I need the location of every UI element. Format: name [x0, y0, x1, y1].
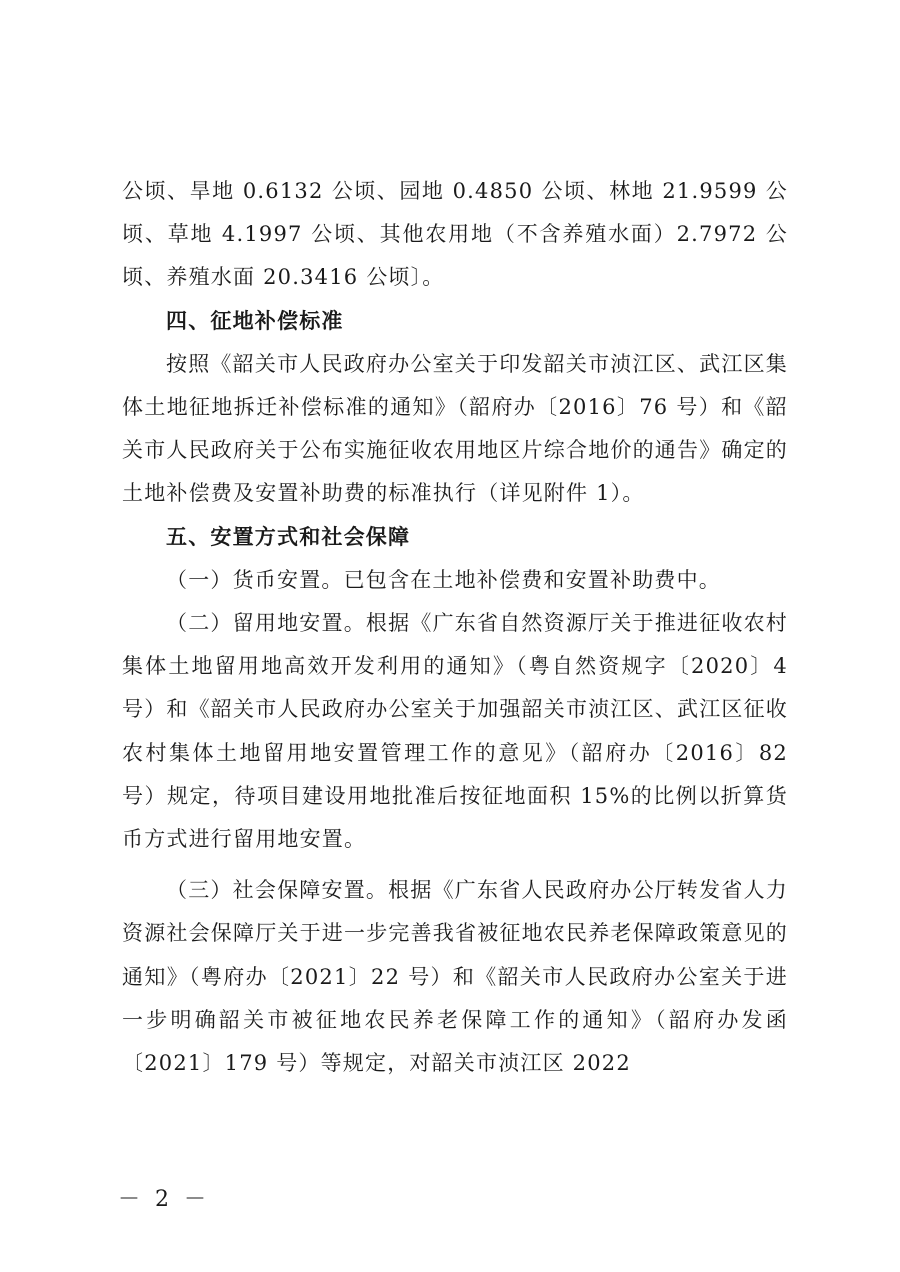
- section-4-heading: 四、征地补偿标准: [166, 308, 344, 333]
- paragraph-spacer: [122, 861, 788, 869]
- continuation-paragraph: 公顷、旱地 0.6132 公顷、园地 0.4850 公顷、林地 21.9599 公顷、草地 4.1997 公顷、其他农用地（不含养殖水面）2.7972 公顷、养殖水面 20.3416 公顷〕。: [122, 179, 788, 290]
- section-5-heading: 五、安置方式和社会保障: [166, 524, 411, 549]
- section-5-item-2: （二）留用地安置。根据《广东省自然资源厅关于推进征收农村集体土地留用地高效开发利用的通知》（粤自然资规字〔2020〕4 号）和《韶关市人民政府办公室关于加强韶关市浈江区、武江区征收农村集体土地留用地安置管理工作的意见》（韶府办〔2016〕82 号）规定，待项目建设用地批准后按征地面积 15%的比例以折算货币方式进行留用地安置。: [122, 611, 788, 852]
- section-5-item-3: （三）社会保障安置。根据《广东省人民政府办公厅转发省人力资源社会保障厅关于进一步完善我省被征地农民养老保障政策意见的通知》（粤府办〔2021〕22 号）和《韶关市人民政府办公室关于进一步明确韶关市被征地农民养老保障工作的通知》（韶府办发函〔2021〕179 号）等规定，对韶关市浈江区 2022: [122, 878, 788, 1076]
- document-body: [122, 170, 788, 1085]
- section-5-item-1: （一）货币安置。已包含在土地补偿费和安置补助费中。: [166, 567, 721, 592]
- section-4-paragraph: 按照《韶关市人民政府办公室关于印发韶关市浈江区、武江区集体土地征地拆迁补偿标准的通知》（韶府办〔2016〕76 号）和《韶关市人民政府关于公布实施征收农用地区片综合地价的通告》确定的土地补偿费及安置补助费的标准执行（详见附件 1）。: [122, 351, 788, 506]
- page-number: － 2 －: [118, 1187, 210, 1212]
